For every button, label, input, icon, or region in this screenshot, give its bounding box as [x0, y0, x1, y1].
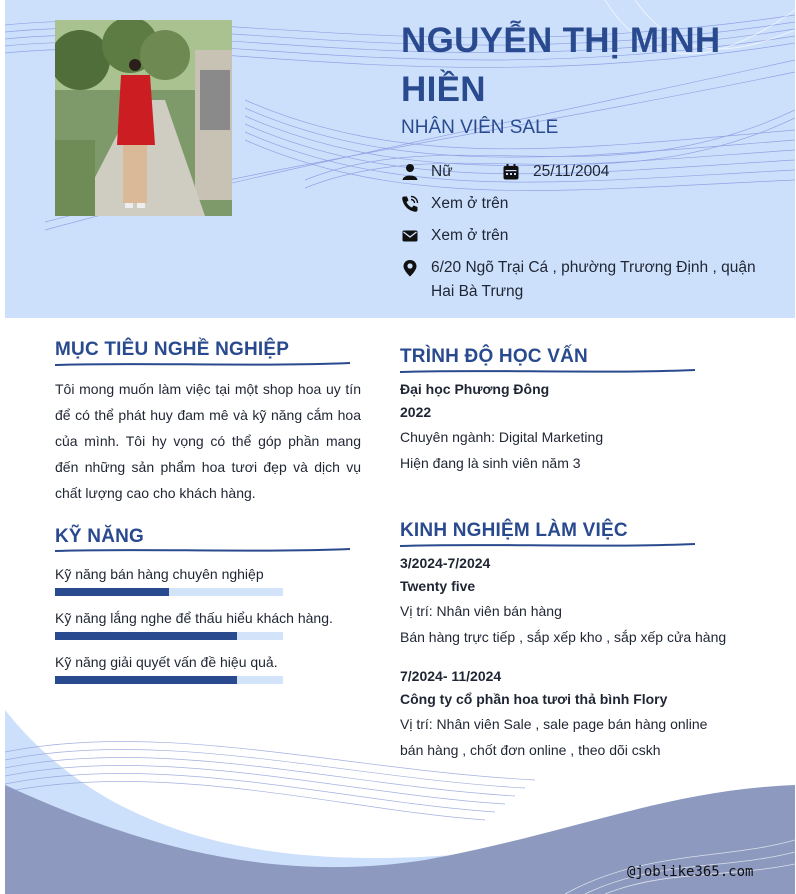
cv-page [5, 0, 795, 894]
skill-bar [55, 676, 283, 684]
experience-position: Vị trí: Nhân viên Sale , sale page bán hàng online [400, 716, 708, 732]
user-icon [401, 163, 419, 181]
phone-value: Xem ở trên [431, 195, 509, 212]
profile-photo [55, 20, 232, 216]
experience-company: Twenty five [400, 578, 476, 594]
skill-label: Kỹ năng giải quyết vấn đề hiệu quả. [55, 654, 278, 670]
education-school: Đại học Phương Đông [400, 381, 550, 397]
skill-bar-fill [55, 676, 237, 684]
skills-title: KỸ NĂNG [55, 526, 145, 547]
location-pin-icon [401, 259, 419, 277]
skill-bar [55, 588, 283, 596]
candidate-name: NGUYỄN THỊ MINH HIỀN [401, 21, 721, 109]
experience-period: 7/2024- 11/2024 [400, 668, 502, 684]
skill-bar-fill [55, 632, 237, 640]
education-major: Chuyên ngành: Digital Marketing [400, 429, 604, 445]
education-title: TRÌNH ĐỘ HỌC VẤN [400, 346, 588, 367]
watermark-text: @joblike365.com [627, 864, 754, 880]
objective-text: Tôi mong muốn làm việc tại một shop hoa uy tín để có thể phát huy đam mê và kỹ năng cắm hoa của mình. Tôi hy vọng có thể góp phần mang đến những sản phẩm hoa tươi đẹp và dịch vụ chất lượng cao cho khách hàng. [55, 381, 361, 501]
phone-icon [401, 195, 419, 213]
calendar-icon [502, 163, 520, 181]
skill-label: Kỹ năng bán hàng chuyên nghiệp [55, 566, 264, 582]
email-value: Xem ở trên [431, 227, 509, 244]
skill-bar-fill [55, 588, 169, 596]
education-status: Hiện đang là sinh viên năm 3 [400, 455, 581, 471]
education-underline [400, 367, 700, 375]
address-value: 6/20 Ngõ Trại Cá , phường Trương Định , quận Hai Bà Trưng [431, 259, 756, 300]
experience-description: bán hàng , chốt đơn online , theo dõi cskh [400, 742, 661, 758]
experience-underline [400, 541, 700, 549]
email-icon [401, 227, 419, 245]
experience-company: Công ty cổ phần hoa tươi thả bình Flory [400, 691, 668, 707]
objective-title: MỤC TIÊU NGHỀ NGHIỆP [55, 339, 290, 360]
education-year: 2022 [400, 404, 432, 420]
experience-description: Bán hàng trực tiếp , sắp xếp kho , sắp xếp cửa hàng [400, 629, 727, 645]
birthdate-value: 25/11/2004 [533, 163, 610, 180]
skill-label: Kỹ năng lắng nghe để thấu hiểu khách hàng. [55, 610, 333, 626]
skill-bar [55, 632, 283, 640]
job-title: NHÂN VIÊN SALE [401, 117, 559, 138]
skills-underline [55, 546, 355, 554]
gender-value: Nữ [431, 163, 453, 180]
objective-underline [55, 360, 355, 368]
experience-position: Vị trí: Nhân viên bán hàng [400, 603, 562, 619]
experience-period: 3/2024-7/2024 [400, 555, 491, 571]
experience-title: KINH NGHIỆM LÀM VIỆC [400, 520, 628, 541]
